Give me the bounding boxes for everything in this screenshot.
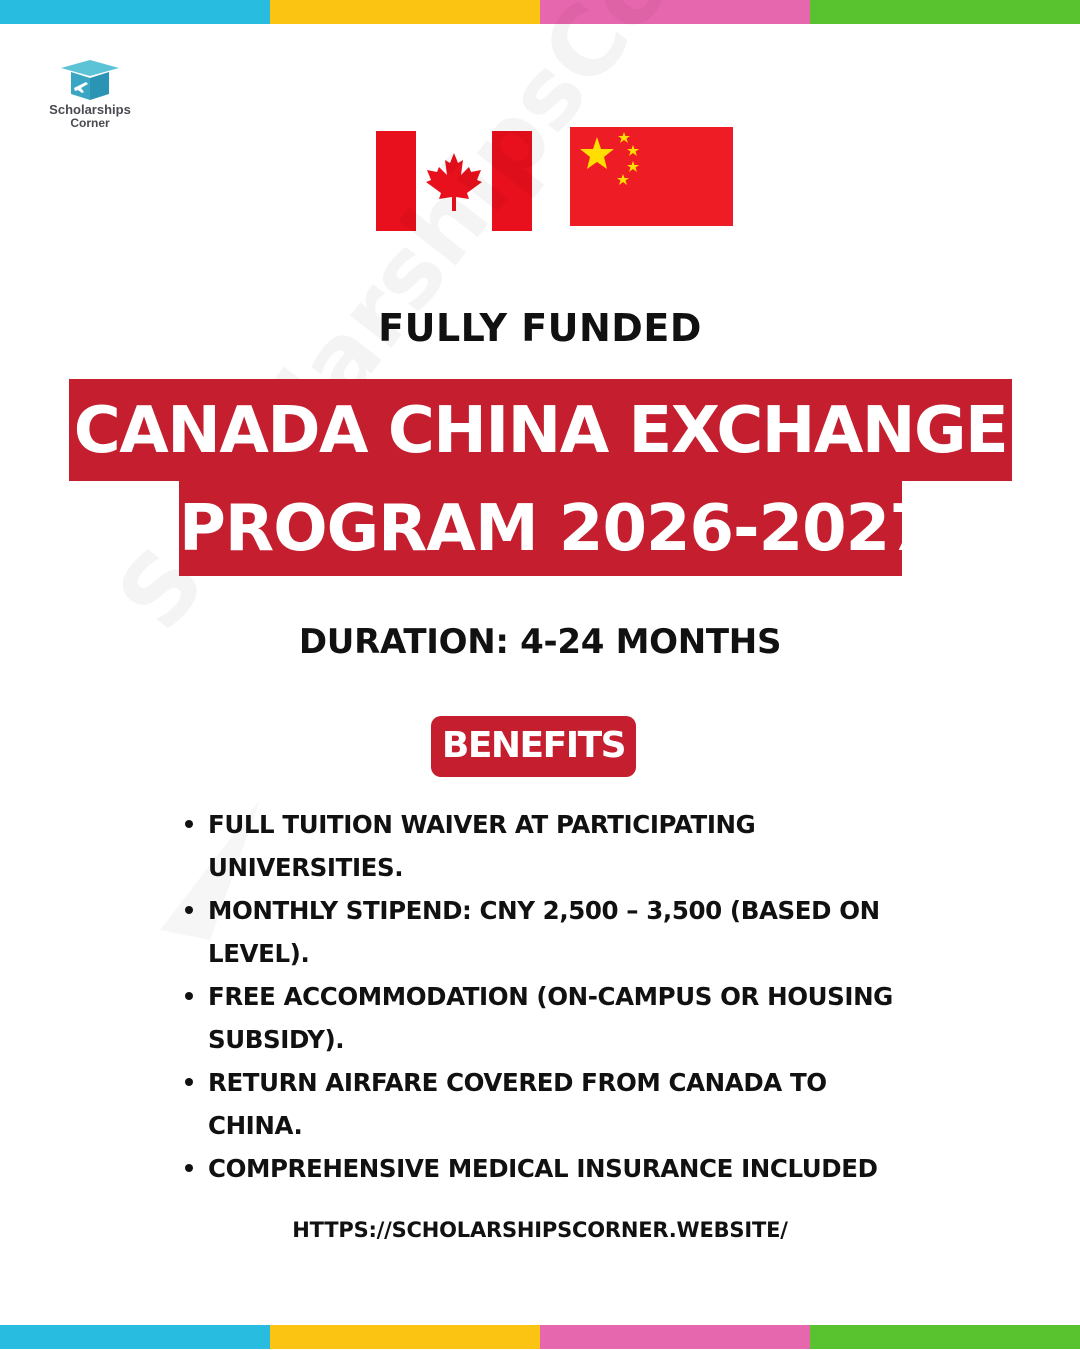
duration-text: DURATION: 4-24 MONTHS [298,622,782,662]
benefit-item [183,1147,923,1190]
benefit-item [183,1061,923,1147]
title-line-2: PROGRAM 2026-2027 [179,481,902,576]
bottom-color-bar [0,1325,1080,1349]
benefit-text-line1: FREE ACCOMMODATION (ON-CAMPUS OR HOUSING [208,982,893,1011]
benefit-text-line2: SUBSIDY). [208,1025,345,1054]
benefit-text-line1: FULL TUITION WAIVER AT PARTICIPATING [208,810,756,839]
benefit-item [183,889,923,975]
benefit-text-line1: COMPREHENSIVE MEDICAL INSURANCE INCLUDED [208,1154,878,1183]
benefit-text-line1: RETURN AIRFARE COVERED FROM CANADA TO [208,1068,827,1097]
bullet-icon [185,906,193,914]
top-color-bar [0,0,1080,24]
bullet-icon [185,1164,193,1172]
benefits-list [183,803,923,1190]
benefits-badge: BENEFITS [431,716,636,777]
bar-segment-blue [0,1325,270,1349]
bar-segment-yellow [270,1325,540,1349]
bar-segment-yellow [270,0,540,24]
bullet-icon [185,820,193,828]
benefit-text-line2: LEVEL). [208,939,310,968]
benefit-item [183,975,923,1061]
benefit-item [183,803,923,889]
logo-text-line1: Scholarships [49,102,131,117]
canada-flag-icon [376,131,532,231]
bullet-icon [185,992,193,1000]
website-url-link[interactable]: HTTPS://SCHOLARSHIPSCORNER.WEBSITE/ [292,1218,788,1242]
bar-segment-pink [540,0,810,24]
bar-segment-green [810,0,1080,24]
scholarships-corner-logo [44,58,136,129]
fully-funded-label: FULLY FUNDED [378,306,702,350]
logo-text-line2: Corner [70,116,110,130]
benefit-text-line1: MONTHLY STIPEND: CNY 2,500 – 3,500 (BASED ON [208,896,880,925]
title-line-1: CANADA CHINA EXCHANGE [69,379,1012,481]
bullet-icon [185,1078,193,1086]
benefit-text-line2: UNIVERSITIES. [208,853,404,882]
china-flag-icon [570,127,733,226]
bar-segment-pink [540,1325,810,1349]
bar-segment-blue [0,0,270,24]
benefit-text-line2: CHINA. [208,1111,303,1140]
bar-segment-green [810,1325,1080,1349]
graduation-cap-plane-icon [59,58,121,102]
